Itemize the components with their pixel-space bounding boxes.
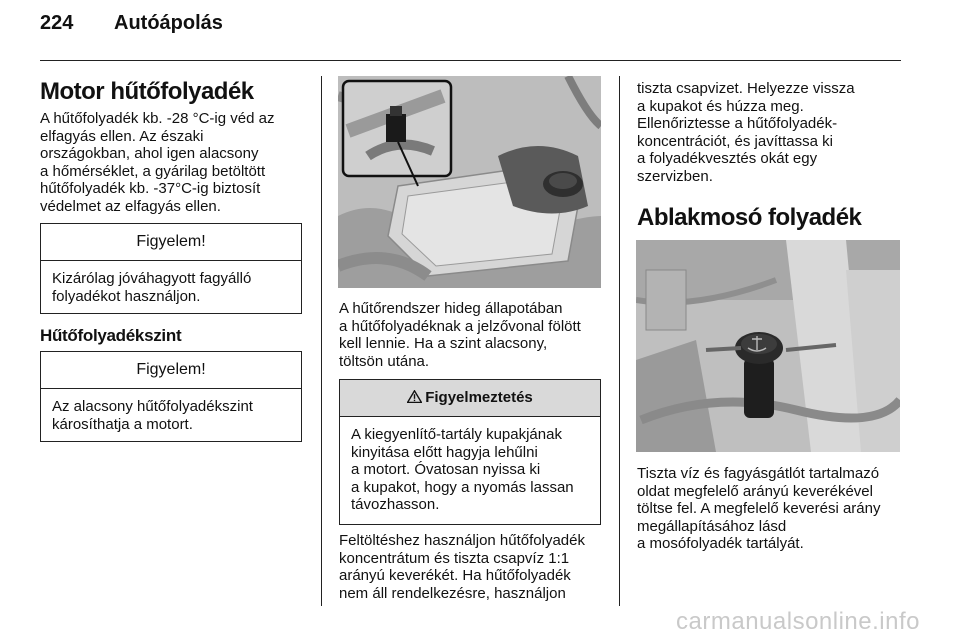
text-line: a hűtőfolyadéknak a jelzővonal fölött <box>339 317 581 335</box>
warning-box <box>339 379 601 525</box>
section-title: Autóápolás <box>114 12 223 34</box>
coolant-intro <box>40 110 305 216</box>
text-line: hűtőfolyadék kb. -37°C-ig biztosít <box>40 180 261 198</box>
notice-body <box>41 261 301 313</box>
text-line: a kupakot és húzza meg. <box>637 97 804 115</box>
text-line: A kiegyenlítő-tartály kupakjának <box>351 426 562 443</box>
text-line: a hőmérséklet, a gyárilag betöltött <box>40 162 266 180</box>
warning-triangle-icon <box>407 380 422 416</box>
text-line: országokban, ahol igen alacsony <box>40 145 259 163</box>
text-line: károsíthatja a motort. <box>52 415 193 433</box>
column-divider-1 <box>321 76 322 606</box>
text-line: távozhasson. <box>351 496 440 514</box>
notice-body <box>41 389 301 441</box>
text-line: kell lennie. Ha a szint alacsony, <box>339 335 548 353</box>
text-line: A hűtőfolyadék kb. -28 °C-ig véd az <box>40 110 275 127</box>
coolant-heading: Motor hűtőfolyadék <box>40 78 254 105</box>
warning-heading: Figyelmeztetés <box>425 389 533 406</box>
text-line: A hűtőrendszer hideg állapotában <box>339 300 563 317</box>
coolant-level-heading-wrap <box>40 326 181 346</box>
text-line: koncentrátum és tiszta csapvíz 1:1 <box>339 549 570 567</box>
text-line: töltsön utána. <box>339 352 430 370</box>
site-watermark: carmanualsonline.info <box>676 608 920 635</box>
refill-text <box>339 532 614 602</box>
text-line: töltse fel. A megfelelő keverési arány <box>637 500 881 518</box>
text-line: megállapításához lásd <box>637 517 787 535</box>
text-line: Kizárólag jóváhagyott fagyálló <box>52 270 252 287</box>
text-line: szervizben. <box>637 167 713 185</box>
text-line: védelmet az elfagyás ellen. <box>40 197 221 215</box>
notice-heading: Figyelem! <box>41 224 301 261</box>
text-line: Tiszta víz és fagyásgátlót tartalmazó <box>637 465 880 482</box>
text-line: folyadékot használjon. <box>52 287 201 305</box>
notice-heading: Figyelem! <box>41 352 301 389</box>
notice-box-2 <box>40 351 302 442</box>
text-line: Ellenőriztesse a hűtőfolyadék- <box>637 115 838 133</box>
washer-fluid-heading: Ablakmosó folyadék <box>637 204 862 231</box>
text-line: tiszta csapvizet. Helyezze vissza <box>637 80 855 97</box>
text-line: oldat megfelelő arányú keverékével <box>637 482 873 500</box>
washer-heading-wrap <box>637 204 861 232</box>
text-line: nem áll rendelkezésre, használjon <box>339 584 566 602</box>
warning-heading-bar <box>340 380 600 417</box>
text-line: Az alacsony hűtőfolyadékszint <box>52 398 253 415</box>
text-line: Feltöltéshez használjon hűtőfolyadék <box>339 532 585 549</box>
text-line: a mosófolyadék tartályát. <box>637 535 804 553</box>
column-1 <box>40 78 305 216</box>
text-line: a kupakot, hogy a nyomás lassan <box>351 478 574 496</box>
column-divider-2 <box>619 76 620 606</box>
text-line: a motort. Óvatosan nyissa ki <box>351 461 541 479</box>
photo-caption <box>339 300 609 370</box>
warning-body <box>340 417 600 522</box>
text-line: koncentrációt, és javíttassa ki <box>637 132 833 150</box>
washer-reservoir-photo <box>636 240 900 452</box>
coolant-tank-photo <box>338 76 601 288</box>
column-3-continuation <box>637 80 907 186</box>
text-line: arányú keverékét. Ha hűtőfolyadék <box>339 567 571 585</box>
header-rule <box>40 60 901 61</box>
text-line: elfagyás ellen. Az északi <box>40 127 204 145</box>
notice-box-1 <box>40 223 302 314</box>
text-line: kinyitása előtt hagyja lehűlni <box>351 443 538 461</box>
page-number: 224 <box>40 12 74 34</box>
coolant-level-heading: Hűtőfolyadékszint <box>40 326 182 345</box>
text-line: a folyadékvesztés okát egy <box>637 150 818 168</box>
washer-fluid-text <box>637 465 912 553</box>
